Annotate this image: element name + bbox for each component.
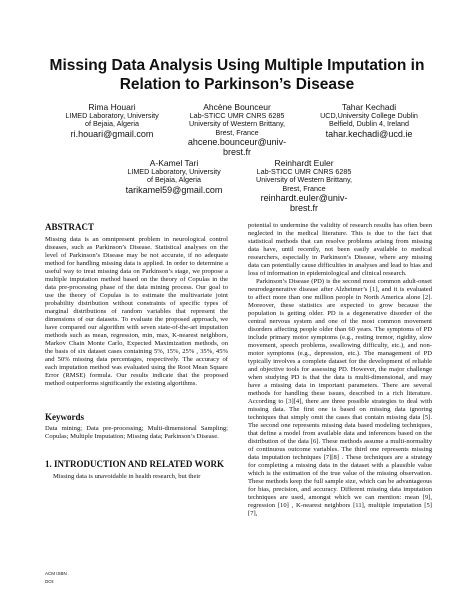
author-email: tahar.kechadi@ucd.ie [325, 128, 413, 139]
author-affiliation: University of Western Brittany, [189, 119, 285, 129]
author-affiliation: University of Western Brittany, [256, 175, 352, 185]
author-affiliation: Brest, France [282, 183, 326, 193]
author-block-2 [175, 102, 299, 157]
author-email: reinhardt.euler@univ- [260, 193, 348, 204]
author-email: ahcene.bounceur@univ- [187, 137, 287, 148]
intro-text [45, 473, 228, 481]
abstract-paragraph: Missing data is an omnipresent problem in neurological control diseases, such as Parkinson’s Disease. Statistical analyses on the level of Parkinson’s Disease may be not accurate, if no adequate method for handling missing data is applied. In order to determine a useful way to treat missing data on Parkinson’s stage, we propose a multiple imputation method based on the theory of Copulas in the data pre-processing phase of the data mining process. Our goal to use the theory of Copulas is to estimate the multivariate joint probability distribution without constraints of specific types of marginal distributions of random variables that represent the dimensions of our datasets. To evaluate the proposed approach, we have compared our algorithm with seven state-of-the-art imputation methods such as mean, regression, min, max, K-nearest neighbors, Markov Chain Monte Carlo, Expected Maximization methods, on the basis of six dataset cases containing 5%, 15%, 25% , 35%, 45% and 50% missing data percentages, respectively. The accuracy of each imputation method was evaluated using the Root Mean Square Error (RMSE) formula. Our results indicate that the proposed method outperforms significantly the existing algorithms. [45, 236, 228, 387]
keywords-paragraph: Data mining; Data pre-processing; Multi-dimensional Sampling; Copulas; Multiple Imputation; Missing data; Parkinson’s Disease. [45, 425, 228, 440]
author-name: Reinhardt Euler [274, 158, 334, 168]
author-affiliation: of Bejaia, Algeria [147, 175, 201, 185]
author-affiliation: of Bejaia, Algeria [85, 119, 139, 129]
author-email-cont: brest.fr [289, 203, 318, 214]
author-name: Tahar Kechadi [341, 102, 397, 112]
author-name: A-Kamel Tari [149, 158, 199, 168]
author-affiliation: LIMED Laboratory, University [65, 111, 159, 120]
author-affiliation: Lab-STICC UMR CNRS 6285 [189, 111, 285, 120]
author-name: Ahcène Bounceur [203, 102, 271, 112]
author-name: Rima Houari [88, 102, 136, 112]
keywords-text [45, 425, 228, 441]
author-affiliation: Belfield, Dublin 4, Ireland [329, 119, 409, 129]
author-affiliation: Brest, France [215, 127, 259, 137]
author-block-1 [52, 102, 172, 139]
intro-continued-paragraph: potential to undermine the validity of research results has often been neglected in the medical literature. This is due to the fact that statistical methods that can resolve problems arising from missing data have, until recently, not been easily available to medical researchers, especially in Parkinson’s Disease, where any missing data can potentially cause difficulties in analyses and lead to bias and loss of information in epidemiological and clinical research. [248, 222, 432, 277]
author-affiliation: LIMED Laboratory, University [127, 167, 221, 176]
right-column [248, 222, 432, 518]
author-email: ri.houari@gmail.com [70, 128, 154, 139]
abstract-heading: ABSTRACT [45, 222, 95, 232]
author-email: tarikamel59@gmail.com [125, 184, 223, 195]
author-block-4 [110, 158, 238, 195]
author-email-cont: brest.fr [222, 147, 251, 158]
author-block-3 [305, 102, 433, 139]
author-affiliation: UCD,University College Dublin [320, 111, 418, 120]
author-affiliation: Lab-STICC UMR CNRS 6285 [256, 167, 352, 176]
footer-doi: DOI: [45, 579, 55, 584]
parkinson-paragraph: Parkinson’s Disease (PD) is the second most common adult-onset neurodegenerative disease after Alzheimer’s [1], and it is evaluated to affect more than one million people in North America alone [2]. Moreover, these statistics are expected to grow because the population is getting older. PD is a degenerative disorder of the central nervous system and one of the most common movement disorders affecting people older than 60 years. The symptoms of PD include primary motor symptoms (e.g., resting tremor, rigidity, slow movement, speech problems, swallowing difficulty, etc.), and non-motor symptoms (e.g., depression, etc.). The management of PD typically involves a complete dataset for the development of reliable and objective tools for assessing PD. However, the major challenge when studying PD is that the data is multi-dimensional, and may have a missing data in important parameters. There are several methods for handling these issues, described in a rich literature. According to [3][4], there are three possible strategies to deal with missing data. The first one is based on missing data ignoring techniques that simply omit the cases that contain missing data [5]. The second one represents missing data based modeling techniques, that define a model from available data and inferences based on the distribution of the data [6]. These methods assume a multi-normality of continuous outcome variables. The third one represents missing data imputation techniques [7][8] . These techniques are a strategy for completing a missing data in the dataset with a plausible value which is the estimation of the true value of the missing observation. These methods keep the full sample size, which can be advantageous for bias, precision, and accuracy. Different missing data imputation techniques are used, amongst which we can mention: mean [9], regression [10] , K-nearest neighbors [11], multiple imputation [5] [7], [248, 278, 432, 517]
author-block-5 [240, 158, 368, 213]
intro-heading: 1. INTRODUCTION AND RELATED WORK [45, 459, 224, 469]
intro-paragraph: Missing data is unavoidable in health research, but their [53, 473, 201, 480]
keywords-heading: Keywords [45, 412, 84, 422]
abstract-text [45, 236, 228, 388]
paper-title: Missing Data Analysis Using Multiple Imputation in Relation to Parkinson’s Disease [49, 57, 425, 93]
footer-isbn: ACM ISBN . [45, 571, 70, 576]
